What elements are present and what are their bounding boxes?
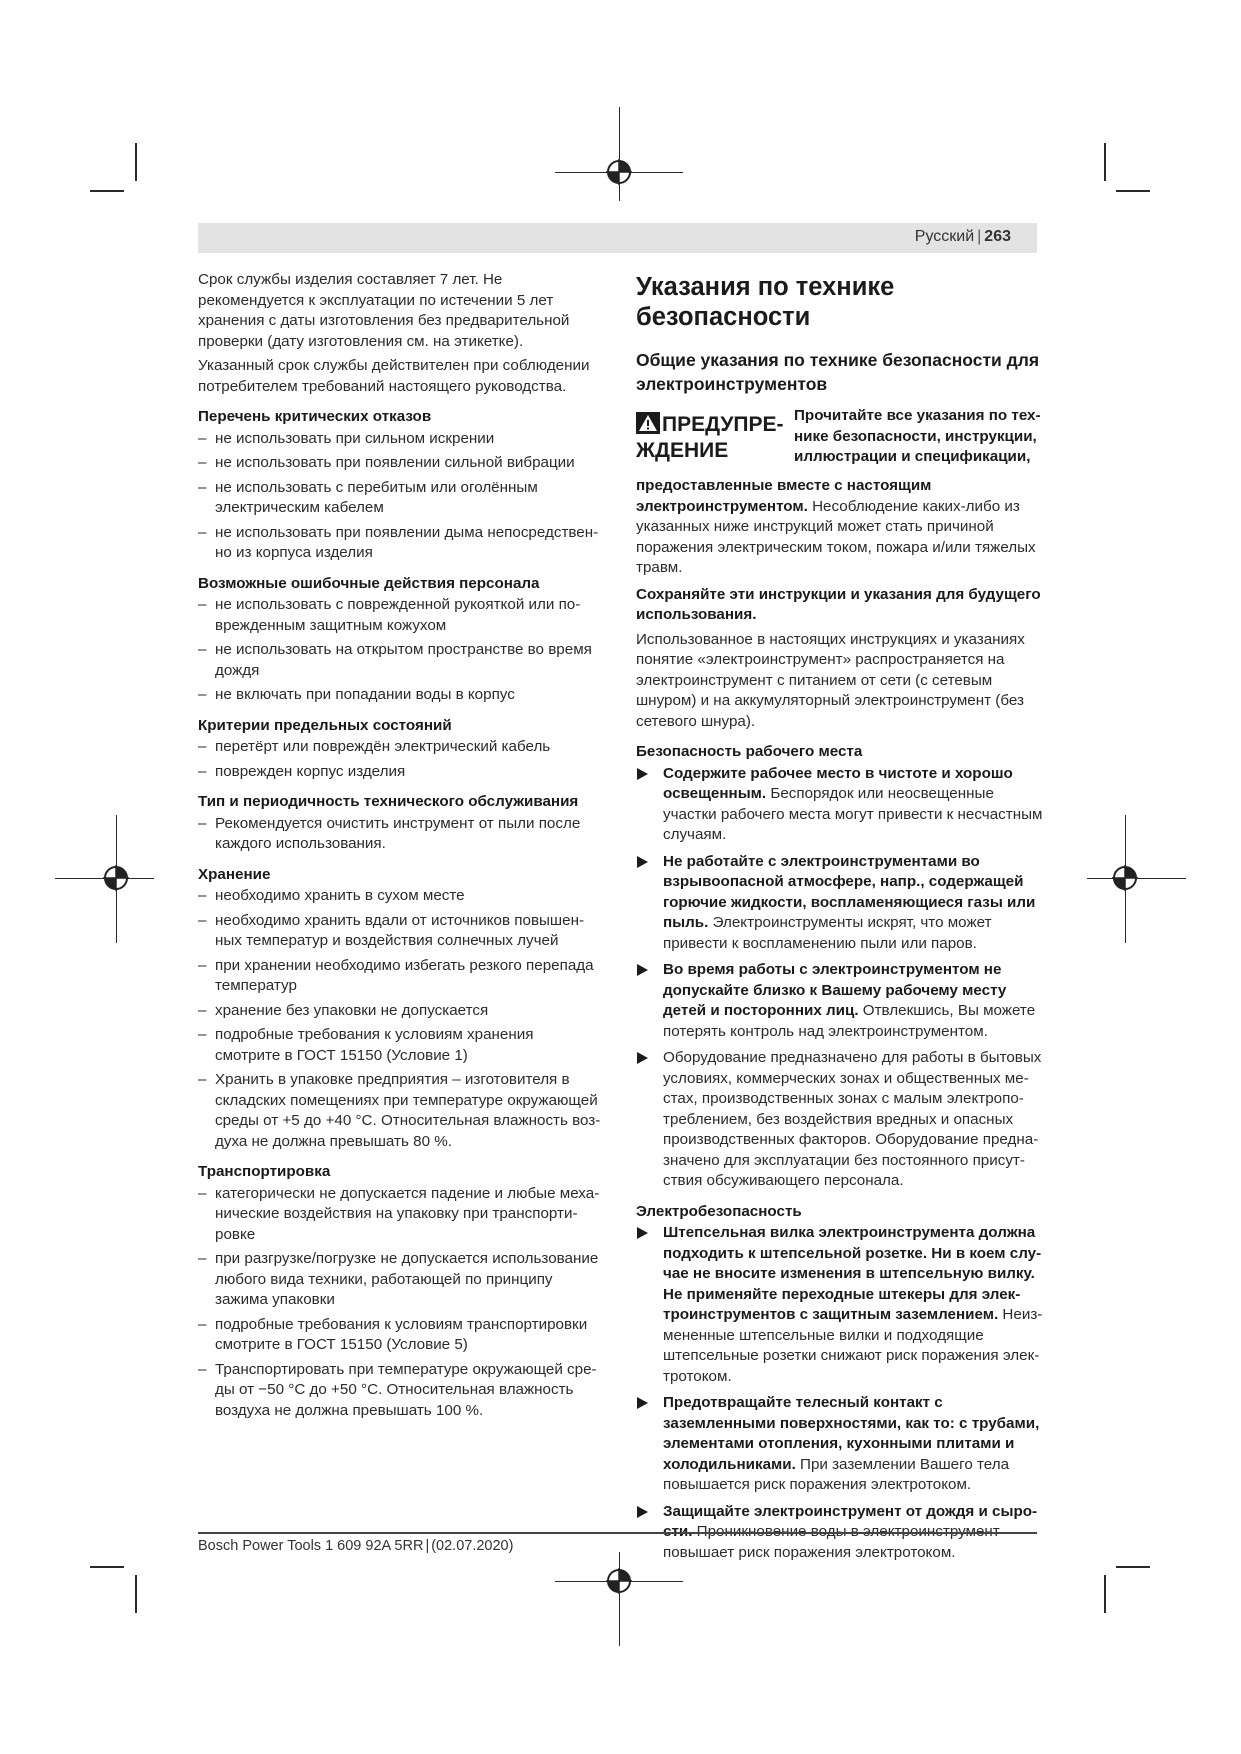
dash-list [198,429,602,564]
intro-paragraph: Срок службы изделия составляет 7 лет. Не рекомендуется к эксплуатации по истечении 5 лет хранения с даты изготовления без предварительной проверки (дату изготовления см. на этикетке). [198,271,570,350]
registration-mark-icon [103,865,129,891]
list-item: – подробные требования к условиям транспортировки смотрите в ГОСТ 15150 (Условие 5) [198,1315,602,1356]
bullet-triangle-icon [637,1397,648,1409]
bullet-list [636,764,1044,1192]
dash-list [198,886,602,1152]
section-title: Указания по технике безопасности [636,273,895,331]
footer-doc-number: 1 609 92A 5RR [325,1538,424,1554]
bullet-triangle-icon [637,856,648,868]
section-heading: Критерии предельных состояний [198,716,452,734]
list-item: – необходимо хранить вдали от источников повышенных температур и воздействия солнечных лучей [198,911,602,952]
warning-cont-text: Несоблюдение каких-либо из указанных ниже инструкций может стать причиной поражения электрическим током, пожара и/или тяжелых травм. [636,497,1036,576]
list-item: – не использовать с поврежденной рукояткой или поврежденным защитным кожухом [198,595,602,636]
list-item-bold: Предотвращайте телесный контакт с заземленными поверхностями, как то: с трубами, элементами отопления, кухонными плитами и холодильниками. [663,1394,1040,1473]
warning-label [636,412,786,464]
crop-mark [90,190,124,192]
section-heading: Транспортировка [198,1163,331,1180]
registration-mark-icon [606,159,632,185]
section-subtitle: Общие указания по технике безопасности для электроинструментов [636,350,1040,394]
section-heading: Электробезопасность [636,1202,802,1220]
list-item: – Транспортировать при температуре окружающей среды от −50 °C до +50 °C. Относительная влажность воздуха не должна превышать 100 %. [198,1360,602,1422]
list-item-bold: Не работайте с электроинструментами во взрывоопасной атмосфере, напр., содержащей горючие жидкости, воспламеняющиеся газы или пыль. [663,852,1036,931]
list-item [636,852,1044,955]
list-item-text: Отвлекшись, Вы можете потерять контроль над электроинструментом. [663,1002,1036,1040]
list-item: – Рекомендуется очистить инструмент от пыли после каждого использования. [198,814,602,855]
list-item: – перетёрт или повреждён электрический кабель [198,737,602,758]
bullet-triangle-icon [637,1227,648,1239]
page-header [198,223,1037,253]
dash-list [198,737,602,782]
list-item: – не использовать с перебитым или оголённым электрическим кабелем [198,478,602,519]
list-item [636,1393,1044,1496]
list-item-text: Электроинструменты искрят, что может привести к воспламенению пыли или паров. [663,914,992,952]
list-item: – поврежден корпус изделия [198,762,602,783]
header-text [915,228,1011,246]
section-heading: Возможные ошибочные действия персонала [198,574,540,592]
list-item: – при разгрузке/погрузке не допускается использование любого вида техники, работающей по принципу зажима упаковки [198,1249,602,1311]
footer-date: (02.07.2020) [431,1538,514,1554]
crop-mark [1116,190,1150,192]
crop-mark [90,1566,124,1568]
registration-mark-icon [1112,865,1138,891]
warning-block [636,406,1044,476]
page-footer [198,1538,513,1554]
list-item: – необходимо хранить в сухом месте [198,886,602,907]
header-separator: | [977,228,982,245]
bullet-triangle-icon [637,1052,648,1064]
section-heading: Перечень критических отказов [198,408,432,425]
list-item [636,1223,1044,1387]
list-item [636,764,1044,846]
crop-mark [135,143,137,181]
registration-line [619,107,620,201]
list-item-text: Беспорядок или неосвещенные участки рабочего места могут привести к несчастным случаям. [663,785,1043,843]
list-item: – не использовать при появлении сильной вибрации [198,453,602,474]
section-heading: Хранение [198,865,271,883]
section-heading: Тип и периодичность технического обслуживания [198,793,579,810]
registration-mark-icon [606,1568,632,1594]
crop-mark [1116,1566,1150,1568]
list-item [636,960,1044,1042]
header-language: Русский [914,228,975,245]
list-item: – категорически не допускается падение и любые механические воздействия на упаковку при транспортировке [198,1184,602,1246]
list-item: – не включать при попадании воды в корпус [198,685,602,706]
right-column [636,270,1044,1569]
dash-list [198,595,602,706]
page-number: 263 [984,228,1011,245]
right-sections [636,742,1044,1563]
list-item-bold: Во время работы с электроинструментом не допускайте близко к Вашему рабочему месту детей и посторонних лиц. [663,961,1007,1019]
list-item-bold: Защищайте электроинструмент от дождя и сыро [663,1502,1038,1520]
list-item-text: При заземлении Вашего тела повышается риск поражения электротоком. [663,1455,1010,1493]
crop-mark [1104,143,1106,181]
list-item-text: Неизмененные штепсельные вилки и подходящие штепсельные розетки снижают риск поражения электротоком. [663,1306,1043,1385]
list-item: – Хранить в упаковке предприятия – изготовителя в складских помещениях при температуре окружающей среды от +5 до +40 °C. Относительная влажность воздуха не должна превышать 80 %. [198,1070,602,1152]
warning-text: Прочитайте все указания по технике безопасности, инструкции, иллюстрации и спецификации, [794,407,1041,465]
bullet-triangle-icon [637,964,648,976]
intro-paragraph: Указанный срок службы действителен при соблюдении потребителем требований настоящего руководства. [198,357,590,395]
footer-separator: | [425,1538,430,1554]
bullet-triangle-icon [637,768,648,780]
list-item: – при хранении необходимо избегать резкого перепада температур [198,956,602,997]
warning-continuation [636,476,1044,579]
warning-cont-bold: предоставленные вместе с настоящим электроинструментом. [636,477,932,515]
list-item-text: Оборудование предназначено для работы в бытовых условиях, коммерческих зонах и общественных местах, производственных зонах с малым электропотреблением, без воздействия вредных и опасных производственных факторов. Оборудование предназначено для эксплуатации без постоянного присутствия обсуживающего персонала. [663,1049,1042,1189]
bullet-triangle-icon [637,1506,648,1518]
list-item: – не использовать при сильном искрении [198,429,602,450]
list-item: – не использовать на открытом пространстве во время дождя [198,640,602,681]
crop-mark [1104,1575,1106,1613]
footer-brand: Bosch Power Tools [198,1538,322,1554]
left-column [198,270,602,1425]
registration-line [619,1552,620,1646]
list-item: – подробные требования к условиям хранения смотрите в ГОСТ 15150 (Условие 1) [198,1025,602,1066]
dash-list [198,814,602,855]
list-item-text: повышает риск поражения электротоком. [663,1543,956,1561]
dash-list [198,1184,602,1422]
definition-paragraph: Использованное в настоящих инструкциях и указаниях понятие «электроинструмент» распространяется на электроинструмент с питанием от сети (с сетевым шнуром) и на аккумуляторный электроинструмент (без сетевого шнура). [636,630,1025,730]
save-heading: Сохраняйте эти инструкции и указания для будущего использования. [636,585,1041,623]
warning-label-text: ПРЕДУПРЕЖДЕНИЕ [636,413,784,462]
list-item: – хранение без упаковки не допускается [198,1001,602,1022]
section-heading: Безопасность рабочего места [636,743,863,760]
list-item [636,1048,1044,1192]
crop-mark [135,1575,137,1613]
list-item: – не использовать при появлении дыма непосредственно из корпуса изделия [198,523,602,564]
bullet-list [636,1223,1044,1563]
left-sections [198,407,602,1421]
list-item-bold: Содержите рабочее место в чистоте и хорошо освещенным. [663,764,1013,802]
list-item-bold: Штепсельная вилка электроинструмента должна подходить к штепсельной розетке. Ни в коем случае не вносите изменения в штепсельную вилку. Не применяйте переходные штекеры для электроинструментов с защитным заземлением. [663,1224,1042,1323]
warning-triangle-icon [636,412,660,434]
footer-rule [198,1532,1037,1534]
